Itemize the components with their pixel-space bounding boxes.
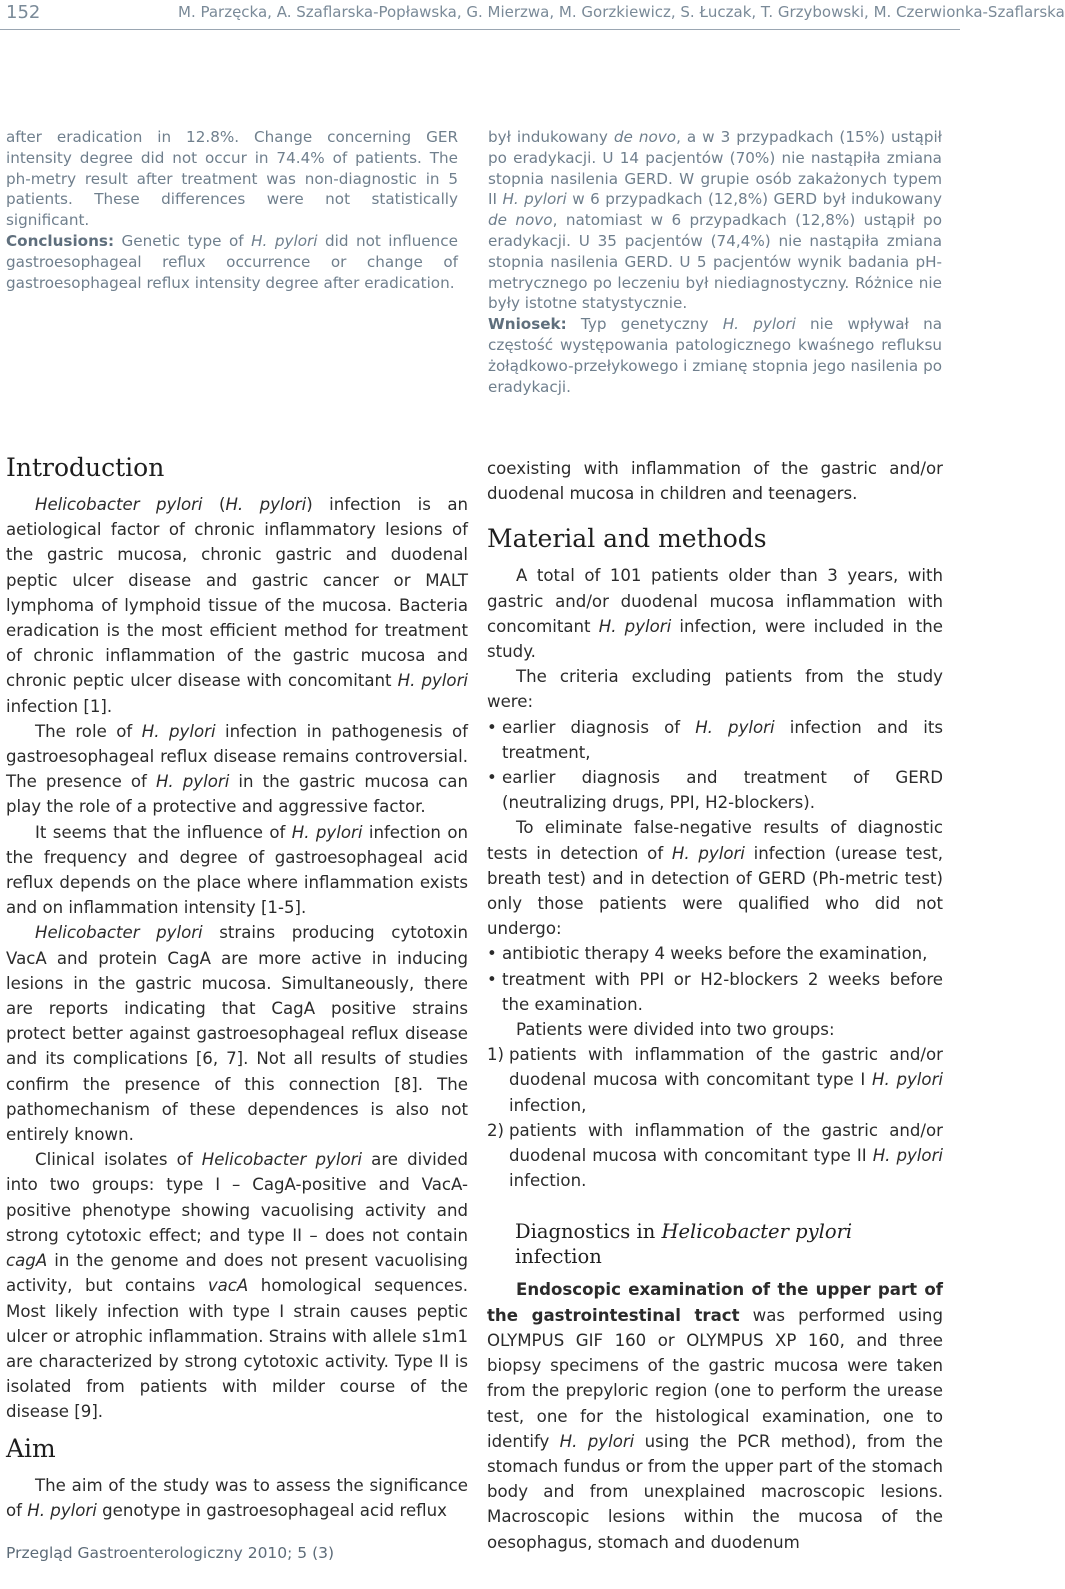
list-item: 1) patients with inflammation of the gastric and/or duodenal mucosa with concomitant type I H. pylori infection,	[487, 1045, 943, 1115]
aim-heading: Aim	[6, 1433, 56, 1463]
abstract-conclusions: Conclusions: Genetic type of H. pylori did not influence gastroesophageal reflux occurrence or change of gastroesophageal reflux intensity degree after eradication.	[6, 231, 459, 292]
groups-list	[487, 1042, 943, 1193]
methods-paragraph-2: The criteria excluding patients from the study were:	[487, 667, 943, 712]
methods-paragraph-3: To eliminate false-negative results of diagnostic tests in detection of H. pylori infection (urease test, breath test) and in detection of GERD (Ph-metric test) only those patients were qualified who did not undergo:	[487, 818, 943, 939]
conclusions-label: Conclusions:	[6, 231, 115, 250]
intro-paragraph-2: The role of H. pylori infection in pathogenesis of gastroesophageal reflux disease remains controversial. The presence of H. pylori in the gastric mucosa can play the role of a protective and aggressive factor.	[6, 721, 468, 817]
intro-paragraph-5: Clinical isolates of Helicobacter pylori are divided into two groups: type I – CagA-positive and VacA-positive phenotype showing vacuolising activity and strong cytotoxic effect; and type II – does not contain cagA in the genome and does not present vacuolising activity, but contains vacA homological sequences. Most likely infection with type I strain causes peptic ulcer or atrophic inflammation. Strains with allele s1m1 are characterized by strong cytotoxic activity. Type II is isolated from patients with milder course of the disease [9].	[6, 1150, 469, 1422]
exclusion-list	[487, 715, 943, 816]
running-header	[0, 0, 1065, 30]
abstract-english	[6, 127, 458, 293]
qualification-list	[487, 941, 943, 1017]
abstract-polish	[488, 127, 942, 397]
header-rule	[0, 29, 960, 30]
list-item: • earlier diagnosis and treatment of GERD (neutralizing drugs, PPI, H2-blockers).	[487, 765, 943, 815]
aim-paragraph: The aim of the study was to assess the significance of H. pylori genotype in gastroesophageal acid reflux	[6, 1475, 468, 1520]
page-number: 152	[6, 2, 41, 23]
list-item: • earlier diagnosis of H. pylori infection and its treatment,	[487, 715, 943, 765]
methods-heading: Material and methods	[487, 524, 767, 554]
aim-continuation: coexisting with inflammation of the gastric and/or duodenal mucosa in children and teenagers.	[487, 459, 943, 504]
diagnostics-heading: Diagnostics in Helicobacter pylori infection	[515, 1220, 853, 1269]
list-item: • antibiotic therapy 4 weeks before the examination,	[487, 941, 943, 966]
intro-paragraph-3: It seems that the influence of H. pylori infection on the frequency and degree of gastroesophageal acid reflux depends on the place where inflammation exists and on inflammation intensity [1-5].	[6, 822, 468, 918]
list-item: • treatment with PPI or H2-blockers 2 weeks before the examination.	[487, 967, 943, 1017]
left-column	[6, 452, 468, 1523]
abstract-results: after eradication in 12.8%. Change concerning GER intensity degree did not occur in 74.4% of patients. The ph-metry result after treatment was non-diagnostic in 5 patients. These differences were not statistically significant.	[6, 128, 458, 230]
intro-paragraph-1: Helicobacter pylori (H. pylori) infection is an aetiological factor of chronic inflammatory lesions of the gastric mucosa, chronic gastric and duodenal peptic ulcer disease and gastric cancer or MALT lymphoma of lymphoid tissue of the mucosa. Bacteria eradication is the most efficient method for treatment of chronic inflammation of the gastric mucosa and chronic peptic ulcer disease with concomitant H. pylori infection [1].	[6, 495, 469, 716]
right-column	[487, 456, 943, 1555]
diagnostics-paragraph: Endoscopic examination of the upper part of the gastrointestinal tract was performed using OLYMPUS GIF 160 or OLYMPUS XP 160, and three biopsy specimens of the gastric mucosa were taken from the prepyloric region (one to perform the urease test, one for the histological examination, one to identify H. pylori using the PCR method), from the stomach fundus or from the upper part of the stomach body and from unexplained macroscopic lesions. Macroscopic lesions within the mucosa of the oesophagus, stomach and duodenum	[487, 1280, 943, 1552]
intro-paragraph-4: Helicobacter pylori strains producing cytotoxin VacA and protein CagA are more active in inducing lesions in the gastric mucosa. Simultaneously, there are reports indicating that CagA positive strains protect better against gastroesophageal reflux disease and its complications [6, 7]. Not all results of studies confirm the presence of this connection [8]. The pathomechanism of these dependences is also not entirely known.	[6, 923, 468, 1145]
methods-paragraph-4: Patients were divided into two groups:	[516, 1020, 835, 1040]
methods-paragraph-1: A total of 101 patients older than 3 years, with gastric and/or duodenal mucosa inflammation with concomitant H. pylori infection, were included in the study.	[487, 566, 943, 662]
running-authors: M. Parzęcka, A. Szaflarska-Popławska, G. Mierzwa, M. Gorzkiewicz, S. Łuczak, T. Grzybowski, M. Czerwionka-Szaflarska	[178, 3, 1065, 21]
wniosek-label: Wniosek:	[488, 315, 567, 334]
streszczenie-wyniki: był indukowany de novo, a w 3 przypadkach (15%) ustąpił po eradykacji. U 14 pacjentów (70%) nie nastąpiła zmiana stopnia nasilenia GERD. W grupie osób zakażonych typem II H. pylori w 6 przypadkach (12,8%) GERD był indukowany de novo, natomiast w 6 przypadkach (12,8%) ustąpił po eradykacji. U 35 pacjentów (74,4%) nie nastąpiła zmiana stopnia nasilenia GERD. U 5 pacjentów wynik badania pH-metrycznego po leczeniu był niediagnostyczny. Różnice nie były istotne statystycznie.	[488, 128, 942, 313]
list-item: 2) patients with inflammation of the gastric and/or duodenal mucosa with concomitant type II H. pylori infection.	[487, 1120, 943, 1191]
streszczenie-wniosek: Wniosek: Typ genetyczny H. pylori nie wpływał na częstość występowania patologicznego kwaśnego refluksu żołądkowo-przełykowego i zmianę stopnia jego nasilenia po eradykacji.	[488, 315, 943, 396]
introduction-heading: Introduction	[6, 453, 165, 482]
journal-footer: Przegląd Gastroenterologiczny 2010; 5 (3)	[6, 1544, 335, 1562]
